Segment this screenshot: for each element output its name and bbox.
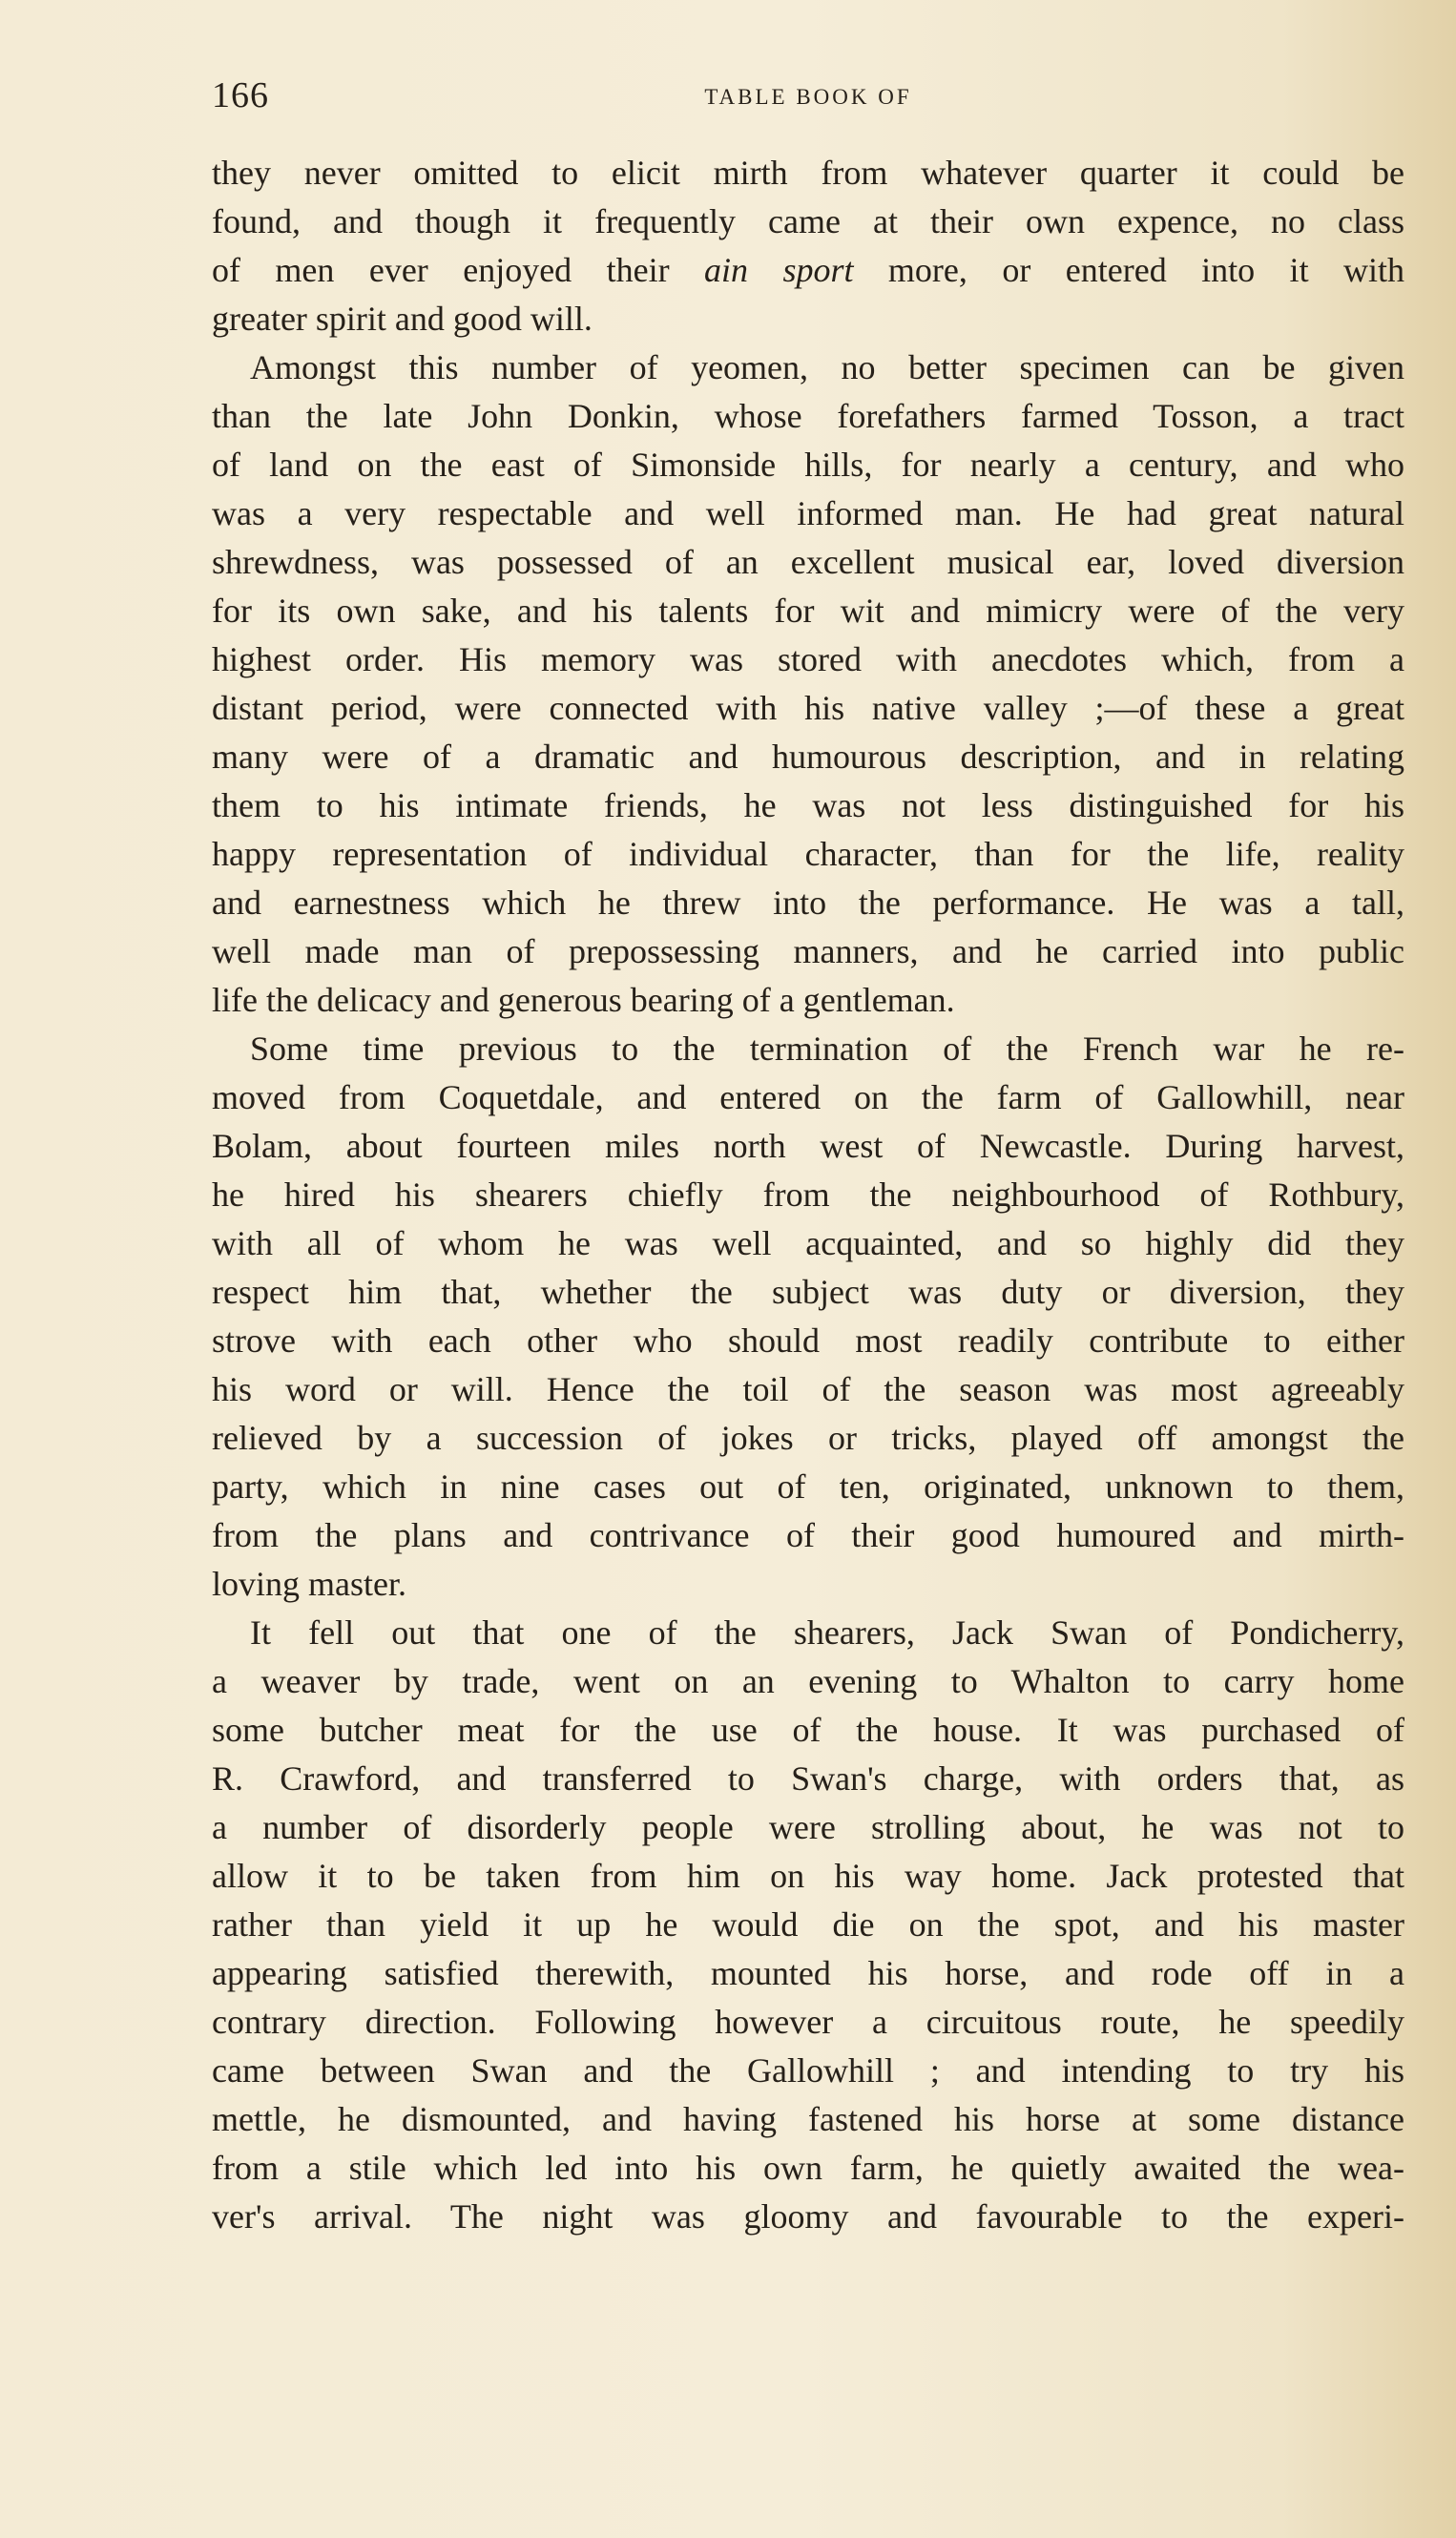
text-line: for its own sake, and his talents for wit and mimicry were of the very xyxy=(212,592,1404,630)
paragraph xyxy=(212,343,1404,1025)
text-line: came between Swan and the Gallowhill ; and intending to try his xyxy=(212,2051,1404,2090)
text-line: loving master. xyxy=(212,1565,406,1603)
text-line: his word or will. Hence the toil of the season was most agreeably xyxy=(212,1370,1404,1408)
text-line: well made man of prepossessing manners, and he carried into public xyxy=(212,932,1404,970)
text-line: them to his intimate friends, he was not less distinguished for his xyxy=(212,786,1404,824)
italic-phrase: ain sport xyxy=(704,251,854,289)
text-line: Some time previous to the termination of the French war he re- xyxy=(250,1030,1404,1068)
text-line: highest order. His memory was stored with anecdotes which, from a xyxy=(212,640,1404,678)
text-line: and earnestness which he threw into the performance. He was a tall, xyxy=(212,884,1404,922)
paragraph xyxy=(212,149,1404,343)
text-line: rather than yield it up he would die on the spot, and his master xyxy=(212,1905,1404,1944)
text-line: from a stile which led into his own farm, he quietly awaited the wea- xyxy=(212,2149,1404,2187)
text-line: a weaver by trade, went on an evening to Whalton to carry home xyxy=(212,1662,1404,1700)
text-line: some butcher meat for the use of the house. It was purchased of xyxy=(212,1711,1404,1749)
text-line: appearing satisfied therewith, mounted his horse, and rode off in a xyxy=(212,1954,1404,1992)
text-line: a number of disorderly people were strolling about, he was not to xyxy=(212,1808,1404,1846)
text-line: Bolam, about fourteen miles north west of Newcastle. During harvest, xyxy=(212,1127,1404,1165)
text-line: with all of whom he was well acquainted, and so highly did they xyxy=(212,1224,1404,1262)
page-number: 166 xyxy=(212,75,269,115)
text-line: party, which in nine cases out of ten, originated, unknown to them, xyxy=(212,1467,1404,1506)
text-line: he hired his shearers chiefly from the neighbourhood of Rothbury, xyxy=(212,1175,1404,1214)
text-segment: more, or entered into it with xyxy=(853,251,1405,289)
text-line: of land on the east of Simonside hills, for nearly a century, and who xyxy=(212,446,1404,484)
text-line: was a very respectable and well informed man. He had great natural xyxy=(212,494,1404,532)
text-line: moved from Coquetdale, and entered on the farm of Gallowhill, near xyxy=(212,1078,1404,1116)
text-line: from the plans and contrivance of their good humoured and mirth- xyxy=(212,1516,1404,1554)
paragraph xyxy=(212,1609,1404,2241)
text-line: R. Crawford, and transferred to Swan's charge, with orders that, as xyxy=(212,1759,1404,1798)
text-line: contrary direction. Following however a circuitous route, he speedily xyxy=(212,2003,1404,2041)
text-line: than the late John Donkin, whose forefathers farmed Tosson, a tract xyxy=(212,397,1404,435)
text-line: greater spirit and good will. xyxy=(212,300,593,338)
text-line: strove with each other who should most readily contribute to either xyxy=(212,1321,1404,1360)
paragraph xyxy=(212,1025,1404,1609)
text-line: respect him that, whether the subject was duty or diversion, they xyxy=(212,1273,1404,1311)
text-line: happy representation of individual character, than for the life, reality xyxy=(212,835,1404,873)
text-line: life the delicacy and generous bearing of a gentleman. xyxy=(212,981,955,1019)
text-segment: of men ever enjoyed their xyxy=(212,251,705,289)
text-line: shrewdness, was possessed of an excellent musical ear, loved diversion xyxy=(212,543,1404,581)
text-line: mettle, he dismounted, and having fastened his horse at some distance xyxy=(212,2100,1404,2138)
text-line: distant period, were connected with his native valley ;—of these a great xyxy=(212,689,1404,727)
text-line: It fell out that one of the shearers, Jack Swan of Pondicherry, xyxy=(250,1613,1404,1652)
text-line: allow it to be taken from him on his way home. Jack protested that xyxy=(212,1857,1404,1895)
text-line: found, and though it frequently came at their own expence, no class xyxy=(212,202,1404,240)
running-head: TABLE BOOK OF xyxy=(704,85,912,109)
page-header xyxy=(212,74,1404,132)
text-line: ver's arrival. The night was gloomy and favourable to the experi- xyxy=(212,2197,1404,2236)
text-line: relieved by a succession of jokes or tricks, played off amongst the xyxy=(212,1419,1404,1457)
text-line xyxy=(212,246,1404,295)
text-line: many were of a dramatic and humourous description, and in relating xyxy=(212,738,1404,776)
text-line: Amongst this number of yeomen, no better specimen can be given xyxy=(250,348,1404,386)
body-text xyxy=(212,149,1404,2241)
text-line: they never omitted to elicit mirth from whatever quarter it could be xyxy=(212,154,1404,192)
